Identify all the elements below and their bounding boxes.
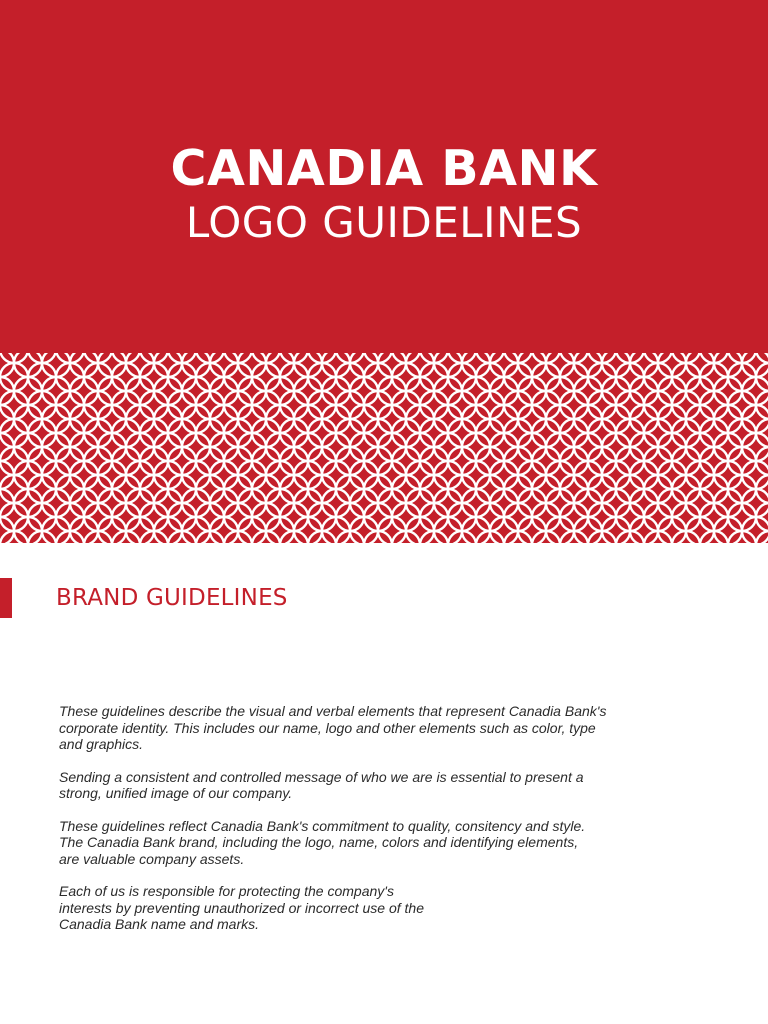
cover-title: CANADIA BANK: [170, 140, 598, 197]
body-text: [59, 703, 689, 949]
cover-banner: [0, 0, 768, 353]
section-heading: BRAND GUIDELINES: [56, 585, 288, 611]
section-accent-bar: [0, 578, 12, 618]
consistency-paragraph: Sending a consistent and controlled message of who we are is essential to present a strong, unified image of our company.: [59, 768, 584, 801]
cover-subtitle: LOGO GUIDELINES: [185, 198, 583, 247]
responsibility-paragraph: Each of us is responsible for protecting the company's interests by preventing unauthorized or incorrect use of the Canadia Bank name and marks.: [59, 883, 424, 932]
decorative-circle-pattern: [0, 353, 768, 543]
intro-paragraph: These guidelines describe the visual and verbal elements that represent Canadia Bank's corporate identity. This includes our name, logo and other elements such as color, type and graphics.: [59, 703, 607, 752]
circle-lattice-graphic: [0, 353, 768, 543]
commitment-paragraph: These guidelines reflect Canadia Bank's commitment to quality, consitency and style. The Canadia Bank brand, including the logo, name, colors and identifying elements, are valuable company assets.: [59, 817, 586, 867]
